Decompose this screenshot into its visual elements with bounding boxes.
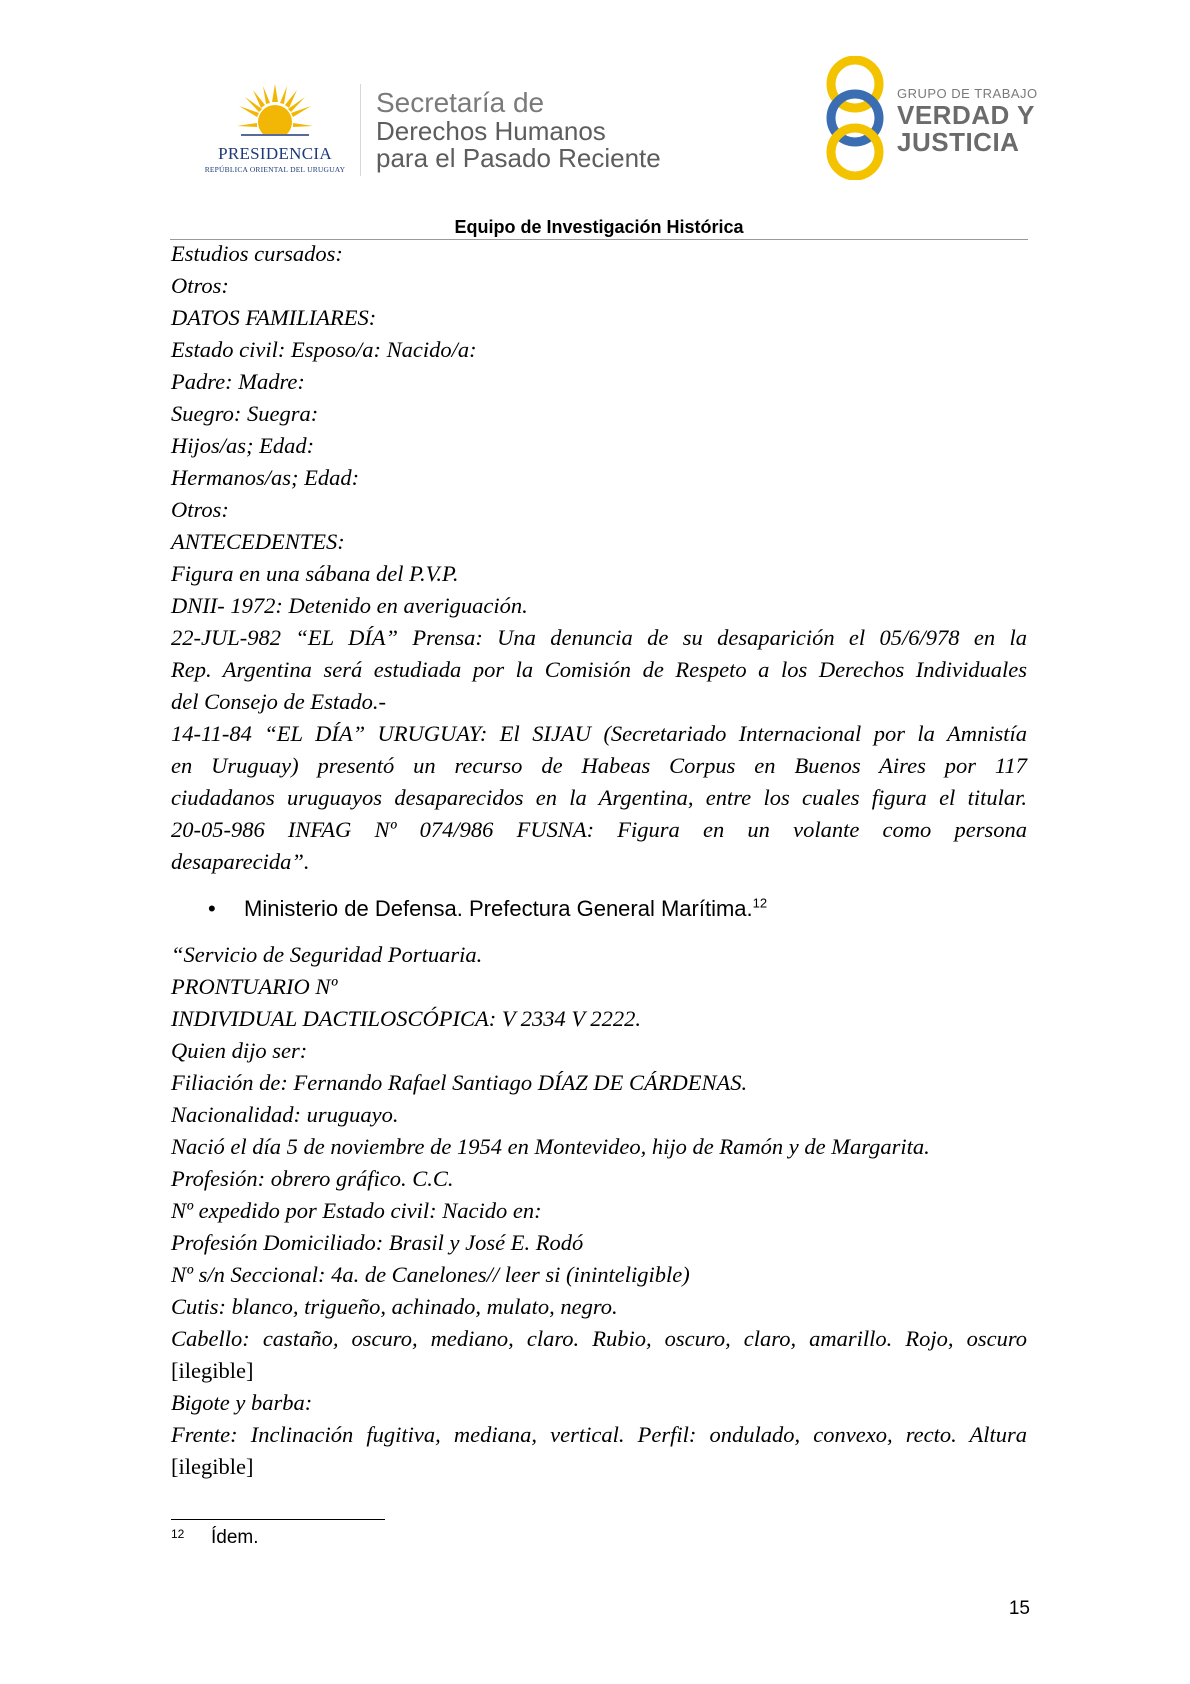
text-line: Filiación de: Fernando Rafael Santiago DÍAZ DE CÁRDENAS. (171, 1070, 748, 1095)
paragraph-line: Frente: Inclinación fugitiva, mediana, vertical. Perfil: ondulado, convexo, recto. Altura (171, 1422, 1027, 1447)
text-line: Otros: (171, 273, 229, 298)
bullet-icon: • (208, 896, 216, 921)
secretaria-line-1: Secretaría de (376, 87, 545, 118)
paragraph-line: 22-JUL-982 “EL DÍA” Prensa: Una denuncia de su desaparición el 05/6/978 en la (171, 625, 1027, 650)
text-line: Profesión Domiciliado: Brasil y José E. Rodó (171, 1230, 584, 1255)
text-line: Figura en una sábana del P.V.P. (171, 561, 459, 586)
footnote-text: Ídem. (211, 1527, 259, 1548)
text-line: Nacionalidad: uruguayo. (171, 1102, 399, 1127)
footnote (171, 1527, 259, 1549)
paragraph-line: ciudadanos uruguayos desaparecidos en la Argentina, entre los cuales figura el titular. (171, 785, 1027, 810)
bullet-text: Ministerio de Defensa. Prefectura General Marítima. (244, 896, 753, 921)
text-line: Otros: (171, 497, 229, 522)
verdad-label: VERDAD Y (897, 100, 1035, 130)
paragraph-line: Rep. Argentina será estudiada por la Comisión de Respeto a los Derechos Individuales (171, 657, 1027, 682)
text-line: Estudios cursados: (171, 241, 343, 266)
text-line: Estado civil: Esposo/a: Nacido/a: (171, 337, 477, 362)
text-line: DATOS FAMILIARES: (171, 305, 377, 330)
presidencia-logo (196, 82, 354, 176)
text-line: Bigote y barba: (171, 1390, 313, 1415)
secretaria-line-2: Derechos Humanos (376, 116, 606, 146)
text-line: Hermanos/as; Edad: (171, 465, 360, 490)
text-line: Quien dijo ser: (171, 1038, 308, 1063)
text-line: Nº expedido por Estado civil: Nacido en: (171, 1198, 542, 1223)
paragraph-line: [ilegible] (171, 1454, 254, 1479)
footnote-ref[interactable]: 12 (752, 895, 768, 911)
secretaria-logo-text (376, 88, 661, 172)
rings-logo-icon (820, 56, 890, 180)
text-line: INDIVIDUAL DACTILOSCÓPICA: V 2334 V 2222. (171, 1006, 642, 1031)
verdad-justicia-logo (820, 56, 1042, 180)
text-line: ANTECEDENTES: (171, 529, 345, 554)
text-line: Suegro: Suegra: (171, 401, 319, 426)
text-line: Cutis: blanco, trigueño, achinado, mulato, negro. (171, 1294, 618, 1319)
paragraph-line: 20-05-986 INFAG Nº 074/986 FUSNA: Figura en un volante como persona (171, 817, 1027, 842)
text-line: Padre: Madre: (171, 369, 305, 394)
paragraph-line: desaparecida”. (171, 849, 310, 874)
body-block-2 (171, 939, 1027, 1483)
footnote-number: 12 (171, 1527, 185, 1541)
header-divider (360, 84, 361, 176)
presidencia-title: PRESIDENCIA (218, 144, 332, 163)
justicia-label: JUSTICIA (897, 127, 1020, 157)
secretaria-line-3: para el Pasado Reciente (376, 143, 661, 173)
page-number: 15 (1008, 1598, 1030, 1619)
presidencia-subtitle: REPÚBLICA ORIENTAL DEL URUGUAY (204, 165, 346, 174)
footnote-separator (171, 1519, 385, 1520)
text-line: “Servicio de Seguridad Portuaria. (171, 942, 483, 967)
paragraph-line: 14-11-84 “EL DÍA” URUGUAY: El SIJAU (Secretariado Internacional por la Amnistía (171, 721, 1027, 746)
team-heading: Equipo de Investigación Histórica (454, 217, 744, 237)
paragraph-line: en Uruguay) presentó un recurso de Habeas Corpus en Buenos Aires por 117 (171, 753, 1027, 778)
text-line: PRONTUARIO Nº (171, 974, 338, 999)
body-block-1 (171, 238, 1027, 878)
sun-seal-icon (235, 82, 315, 144)
text-line: Profesión: obrero gráfico. C.C. (171, 1166, 454, 1191)
bullet-item (208, 896, 767, 922)
paragraph-line: [ilegible] (171, 1358, 254, 1383)
paragraph-line: Cabello: castaño, oscuro, mediano, claro. Rubio, oscuro, claro, amarillo. Rojo, oscuro (171, 1326, 1027, 1351)
paragraph-line: del Consejo de Estado.- (171, 689, 386, 714)
text-line: DNII- 1972: Detenido en averiguación. (171, 593, 528, 618)
grupo-trabajo-label: GRUPO DE TRABAJO (897, 86, 1038, 101)
text-line: Nº s/n Seccional: 4a. de Canelones// leer si (ininteligible) (171, 1262, 690, 1287)
text-line: Nació el día 5 de noviembre de 1954 en Montevideo, hijo de Ramón y de Margarita. (171, 1134, 930, 1159)
text-line: Hijos/as; Edad: (171, 433, 315, 458)
